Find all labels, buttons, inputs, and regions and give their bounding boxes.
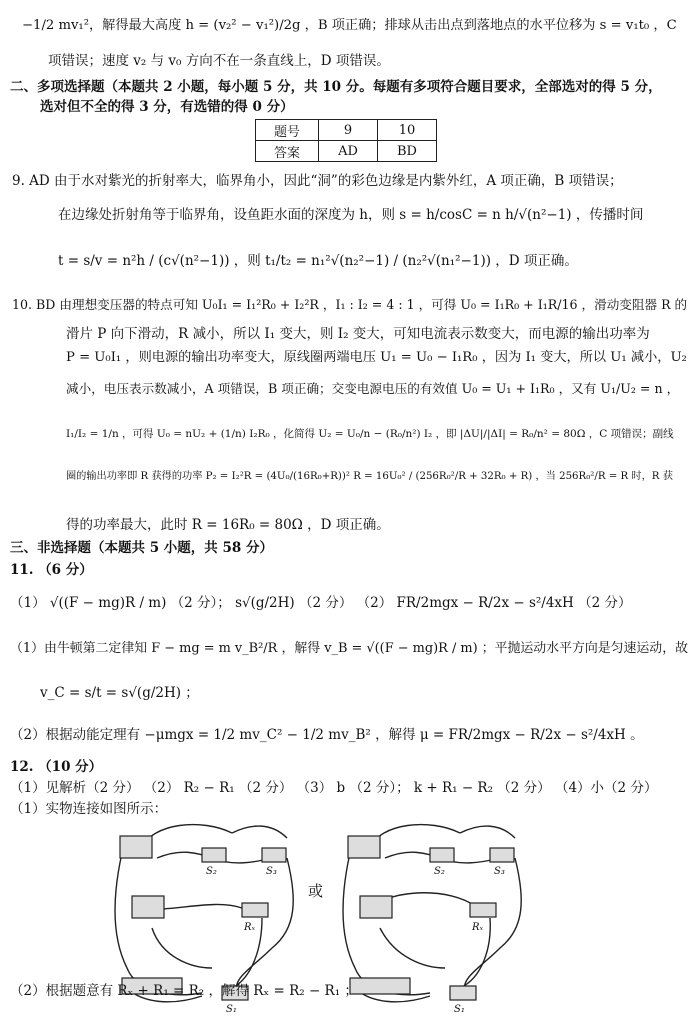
table-row [256,120,437,141]
table-row [256,141,437,162]
text-line: 在边缘处折射角等于临界角，设鱼距水面的深度为 h，则 s = h/cosC = n h/√(n²−1) ，传播时间 [58,207,644,223]
section-heading: 二、多项选择题（本题共 2 小题，每小题 5 分，共 10 分。每题有多项符合题目要求，全部选对的得 5 分， [10,79,662,95]
table-cell: BD [378,141,437,162]
section-heading: 选对但不全的得 3 分，有选错的得 0 分） [40,99,294,115]
or-label: 或 [308,882,324,900]
question-number: 12. （10 分） [10,759,103,775]
section-heading: 三、非选择题（本题共 5 小题，共 58 分） [10,540,273,556]
figure-label: S₃ [266,866,277,877]
text-line: （2）根据动能定理有 −μmgx = 1/2 mv_C² − 1/2 mv_B² ，解得 μ = FR/2mgx − R/2x − s²/4xH 。 [10,727,644,743]
figure-label: S₃ [494,866,505,877]
text-line: （2）根据题意有 Rₓ + R₁ = R₂ ，解得 Rₓ = R₂ − R₁ ； [10,983,358,999]
table-cell: 10 [378,120,437,141]
table-cell: 9 [319,120,378,141]
text-line: P = U₀I₁ ，则电源的输出功率变大，原线圈两端电压 U₁ = U₀ − I₁R₀ ，因为 I₁ 变大，所以 U₁ 减小，U₂ [66,350,687,365]
figure-label: S₁ [226,1004,237,1015]
text-line: t = s/v = n²h / (c√(n²−1)) ，则 t₁/t₂ = n₁²√(n₂²−1) / (n₂²√(n₁²−1)) ，D 项正确。 [58,253,578,269]
figure-label: S₁ [454,1004,465,1015]
text-line: （1）实物连接如图所示： [10,801,168,817]
text-line: 10. BD 由理想变压器的特点可知 U₀I₁ = I₁²R₀ + I₂²R ，I₁ : I₂ = 4 : 1 ，可得 U₀ = I₁R₀ + I₁R/16 ，滑动变阻器 R 的 [12,297,688,312]
text-line: 圈的输出功率即 R 获得的功率 P₂ = I₂²R = (4U₀/(16R₀+R))² R = 16U₀² / (256R₀²/R + 32R₀ + R) ，当 256R₀²/R = R 时，R 获 [66,471,673,482]
text-line: （1）由牛顿第二定律知 F − mg = m v_B²/R ，解得 v_B = √((F − mg)R / m) ；平抛运动水平方向是匀速运动，故 [10,641,688,656]
text-line: 得的功率最大，此时 R = 16R₀ = 80Ω ，D 项正确。 [66,517,390,533]
table-cell: 答案 [256,141,319,162]
text-line: 减小，电压表示数减小，A 项错误，B 项正确；交变电源电压的有效值 U₀ = U₁ + I₁R₀ ，又有 U₁/U₂ = n ， [66,381,680,396]
text-line: v_C = s/t = s√(g/2H) ； [40,685,199,701]
figure-label: Rₓ [472,922,484,933]
text-line: （1） √((F − mg)R / m) （2 分）； s√(g/2H) （2 分） （2） FR/2mgx − R/2x − s²/4xH （2 分） [10,595,632,611]
table-cell: AD [319,141,378,162]
question-number: 11. （6 分） [10,562,93,578]
table-cell: 题号 [256,120,319,141]
figure-label: S₂ [206,866,217,877]
circuit-diagram-right [340,818,530,1018]
text-line: I₁/I₂ = 1/n ，可得 U₀ = nU₂ + (1/n) I₂R₀ ，化简得 U₂ = U₀/n − (R₀/n²) I₂ ，即 |ΔU|/|ΔI| = R₀/n² = 80Ω ，C 项错误；副线 [66,428,674,440]
text-line: −1/2 mv₁²，解得最大高度 h = (v₂² − v₁²)/2g ，B 项正确；排球从击出点到落地点的水平位移为 s = v₁t₀ ，C [22,18,677,33]
answer-table [255,119,437,162]
text-line: （1）见解析（2 分） （2） R₂ − R₁ （2 分） （3） b （2 分）； k + R₁ − R₂ （2 分） （4）小（2 分） [10,780,658,796]
figure-label: S₂ [434,866,445,877]
text-line: 滑片 P 向下滑动，R 减小，所以 I₁ 变大，则 I₂ 变大，可知电流表示数变大，而电源的输出功率为 [66,326,650,342]
figure-label: Rₓ [244,922,256,933]
text-line: 9. AD 由于水对紫光的折射率大，临界角小，因此“洞”的彩色边缘是内紫外红，A 项正确，B 项错误； [12,173,623,189]
text-line: 项错误；速度 v₂ 与 v₀ 方向不在一条直线上，D 项错误。 [48,53,390,69]
